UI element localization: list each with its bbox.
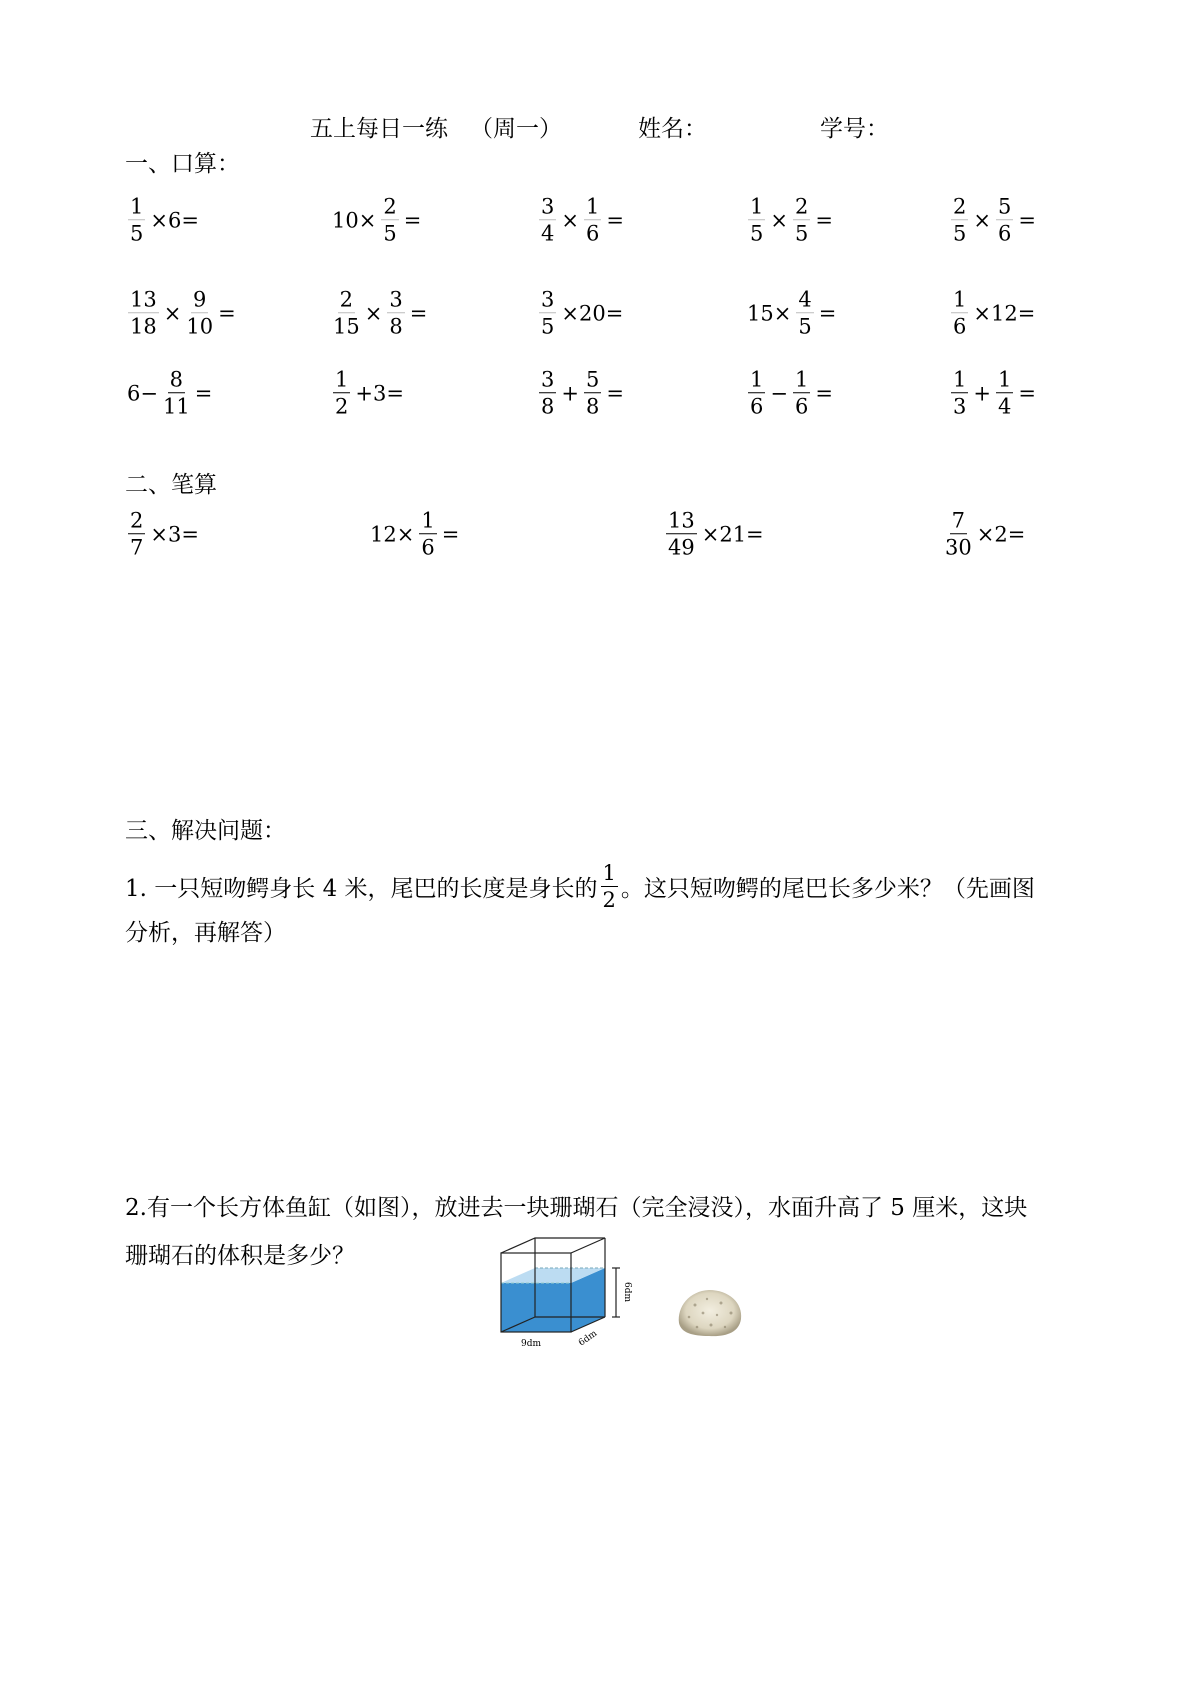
name-label: 姓名：	[638, 116, 707, 142]
written-math-problem	[125, 507, 201, 561]
expression-text: =	[815, 208, 833, 232]
fraction	[601, 860, 618, 914]
numerator: 7	[950, 507, 967, 534]
denominator: 5	[541, 314, 555, 339]
fraction	[387, 286, 404, 340]
numerator: 1	[419, 507, 436, 534]
expression-text: ×	[163, 301, 182, 325]
fraction	[539, 366, 556, 420]
mental-math-problem	[536, 366, 626, 420]
expression-text: =	[1018, 208, 1036, 232]
denominator: 8	[585, 394, 600, 419]
expression-text: =	[441, 522, 460, 546]
fraction	[163, 366, 190, 420]
section-word-problems-heading: 三、解决问题：	[125, 818, 286, 844]
fraction	[333, 366, 350, 420]
student-id-label: 学号：	[820, 116, 889, 142]
numerator: 3	[539, 286, 556, 313]
expression-text: =	[409, 301, 428, 325]
mental-math-problem	[948, 286, 1037, 340]
numerator: 1	[951, 286, 968, 313]
question-1-line-2: 分析，再解答）	[125, 920, 286, 946]
fraction	[381, 193, 398, 247]
written-math-problem	[663, 507, 766, 561]
expression-text: ×12=	[973, 301, 1036, 325]
section-mental-math-heading: 一、口算：	[125, 151, 240, 177]
fraction	[539, 193, 556, 247]
fraction	[951, 366, 968, 420]
denominator: 18	[130, 314, 157, 339]
question-1-text-cont: 。这只短吻鳄的尾巴长多少米？（先画图	[620, 876, 1035, 903]
fraction	[951, 286, 968, 340]
expression-text: +3=	[355, 381, 404, 405]
numerator: 13	[128, 286, 159, 313]
mental-math-problem	[125, 193, 201, 247]
fraction	[996, 366, 1013, 420]
numerator: 3	[387, 286, 404, 313]
numerator: 5	[996, 193, 1013, 220]
numerator: 2	[338, 286, 355, 313]
numerator: 2	[951, 193, 968, 220]
tank-width-label: 6dm	[576, 1328, 600, 1349]
fraction	[793, 193, 810, 247]
mental-math-problem	[745, 286, 838, 340]
numerator: 2	[128, 507, 145, 534]
written-math-problem	[942, 507, 1027, 561]
expression-text: +	[561, 381, 579, 405]
numerator: 1	[128, 193, 145, 220]
expression-text: =	[606, 381, 624, 405]
denominator: 11	[162, 394, 190, 419]
worksheet-title: 五上每日一练	[310, 116, 448, 142]
fraction	[793, 366, 810, 420]
mental-math-problem	[536, 193, 626, 247]
expression-text: ×6=	[150, 208, 199, 232]
worksheet-header	[0, 110, 1191, 140]
fraction	[186, 286, 213, 340]
denominator: 30	[945, 535, 972, 560]
expression-text: =	[403, 208, 422, 232]
expression-text: 12×	[370, 522, 415, 546]
denominator: 7	[130, 535, 144, 560]
question-1-text: 1. 一只短吻鳄身长 4 米，尾巴的长度是身长的	[125, 876, 598, 903]
mental-math-problem	[536, 286, 625, 340]
expression-text: −	[770, 381, 788, 405]
mental-math-problem	[125, 286, 238, 340]
numerator: 1	[996, 366, 1013, 393]
numerator: 1	[748, 366, 765, 393]
numerator: 1	[748, 193, 765, 220]
mental-math-problem	[745, 193, 835, 247]
fraction	[128, 507, 145, 561]
expression-text: +	[973, 381, 991, 405]
denominator: 15	[333, 314, 360, 339]
expression-text: =	[818, 301, 837, 325]
fraction	[951, 193, 968, 247]
question-2: 2.有一个长方体鱼缸（如图），放进去一块珊瑚石（完全浸没），水面升高了 5 厘米，这块	[125, 1195, 1028, 1221]
expression-text: ×	[364, 301, 383, 325]
numerator: 8	[168, 366, 185, 393]
denominator: 8	[541, 394, 555, 419]
written-math-problem	[368, 507, 461, 561]
question-2-line-2: 珊瑚石的体积是多少？	[125, 1243, 355, 1269]
numerator: 1	[333, 366, 350, 393]
expression-text: =	[218, 301, 236, 325]
fraction	[333, 286, 360, 340]
mental-math-problem	[948, 193, 1038, 247]
numerator: 3	[539, 193, 556, 220]
numerator: 2	[793, 193, 810, 220]
fraction	[584, 193, 601, 247]
expression-text: ×	[770, 208, 788, 232]
tank-height-label: 6dm	[622, 1282, 632, 1303]
mental-math-problem	[948, 366, 1038, 420]
denominator: 4	[541, 221, 555, 246]
fraction	[584, 366, 601, 420]
fraction	[945, 507, 972, 561]
denominator: 6	[953, 314, 967, 339]
numerator: 1	[601, 860, 618, 887]
expression-text: ×	[973, 208, 991, 232]
denominator: 6	[421, 535, 435, 560]
denominator: 6	[794, 394, 809, 419]
expression-text: 15×	[747, 301, 792, 325]
mental-math-problem	[330, 366, 406, 420]
denominator: 5	[798, 314, 812, 339]
denominator: 5	[130, 221, 144, 246]
numerator: 3	[539, 366, 556, 393]
expression-text: 6−	[127, 381, 158, 405]
fraction	[419, 507, 436, 561]
question-1	[125, 860, 1035, 914]
fraction	[666, 507, 697, 561]
denominator: 8	[389, 314, 403, 339]
numerator: 9	[191, 286, 208, 313]
coral-stone-image	[675, 1285, 745, 1340]
mental-math-problem	[330, 193, 423, 247]
expression-text: =	[606, 208, 624, 232]
numerator: 1	[951, 366, 968, 393]
numerator: 13	[666, 507, 697, 534]
expression-text: =	[1018, 381, 1036, 405]
denominator: 5	[794, 221, 809, 246]
fraction	[748, 366, 765, 420]
denominator: 6	[585, 221, 600, 246]
fraction	[539, 286, 556, 340]
expression-text: ×21=	[701, 522, 764, 546]
expression-text: ×20=	[561, 301, 624, 325]
mental-math-problem	[125, 366, 214, 420]
expression-text: ×	[561, 208, 579, 232]
section-written-math-heading: 二、笔算	[125, 472, 217, 498]
denominator: 5	[750, 221, 764, 246]
denominator: 3	[953, 394, 967, 419]
fraction	[128, 193, 145, 247]
mental-math-problem	[745, 366, 835, 420]
denominator: 2	[602, 888, 616, 913]
denominator: 6	[750, 394, 764, 419]
expression-text: 10×	[332, 208, 377, 232]
fraction	[996, 193, 1013, 247]
denominator: 5	[953, 221, 967, 246]
denominator: 49	[668, 535, 695, 560]
denominator: 4	[997, 394, 1012, 419]
tank-length-label: 9dm	[521, 1339, 542, 1349]
expression-text: ×2=	[976, 522, 1026, 546]
worksheet-day: （周一）	[470, 116, 562, 142]
denominator: 10	[186, 314, 214, 339]
denominator: 5	[383, 221, 397, 246]
denominator: 2	[335, 394, 349, 419]
numerator: 1	[584, 193, 601, 220]
expression-text: =	[815, 381, 833, 405]
numerator: 5	[584, 366, 601, 393]
numerator: 4	[796, 286, 813, 313]
numerator: 1	[793, 366, 810, 393]
fraction	[748, 193, 765, 247]
expression-text: =	[194, 381, 213, 405]
fraction	[796, 286, 813, 340]
fraction	[128, 286, 159, 340]
numerator: 2	[381, 193, 398, 220]
fish-tank-figure	[495, 1238, 632, 1350]
expression-text: ×3=	[150, 522, 199, 546]
denominator: 6	[997, 221, 1012, 246]
mental-math-problem	[330, 286, 429, 340]
